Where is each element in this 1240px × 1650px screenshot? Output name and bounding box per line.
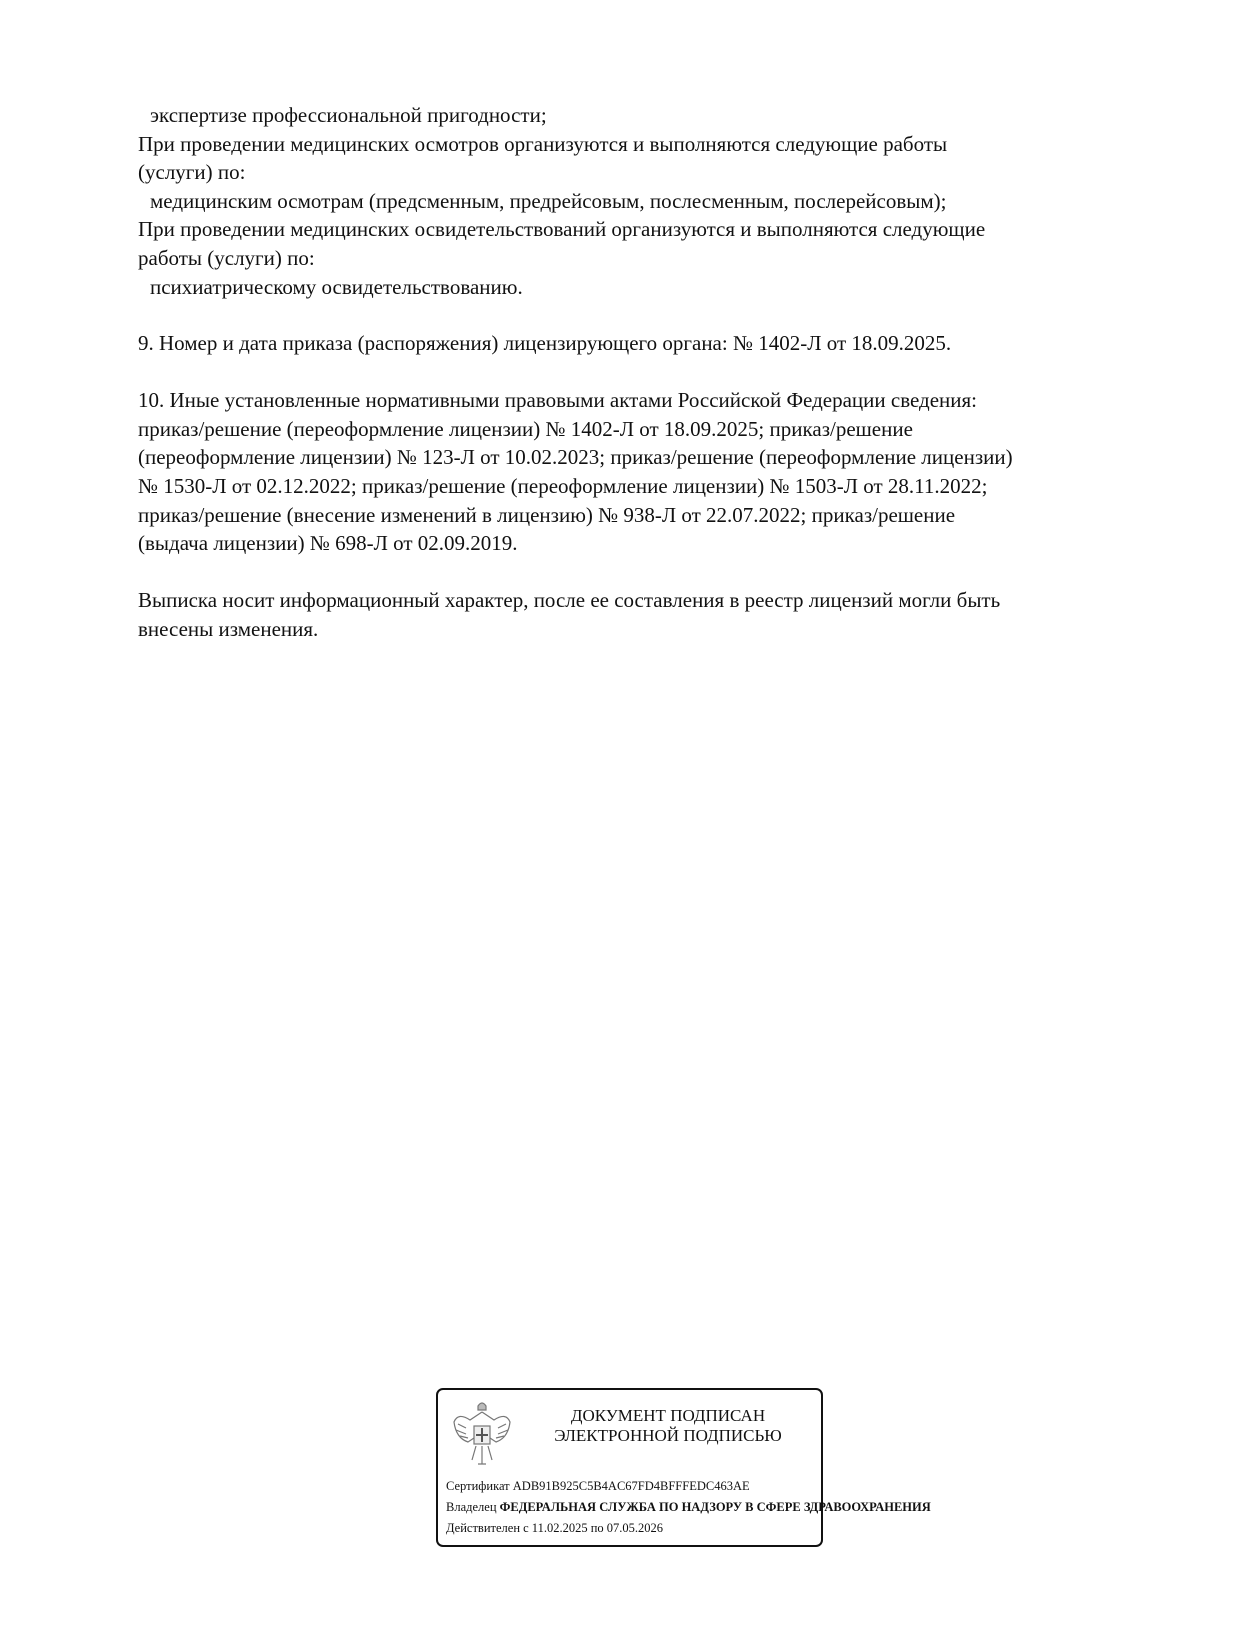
russian-coat-of-arms-icon	[450, 1398, 514, 1470]
text-line: работы (услуги) по:	[138, 246, 315, 270]
disclaimer: Выписка носит информационный характер, после ее составления в реестр лицензий могли быть	[138, 588, 1001, 612]
section-9: 9. Номер и дата приказа (распоряжения) лицензирующего органа: № 1402-Л от 18.09.2025.	[138, 331, 952, 355]
text-line: (услуги) по:	[138, 160, 246, 184]
certificate-label: Сертификат	[446, 1479, 510, 1493]
section-10: 10. Иные установленные нормативными правовыми актами Российской Федерации сведения:	[138, 388, 978, 412]
owner-row	[446, 1500, 931, 1515]
text-line: При проведении медицинских осмотров организуются и выполняются следующие работы	[138, 132, 948, 156]
text-line: (выдача лицензии) № 698-Л от 02.09.2019.	[138, 531, 518, 555]
owner-label: Владелец	[446, 1500, 497, 1514]
text-line: медицинским осмотрам (предсменным, предрейсовым, послесменным, послерейсовым);	[150, 189, 947, 213]
stamp-title: ДОКУМЕНТ ПОДПИСАН	[570, 1406, 766, 1425]
text-line: приказ/решение (внесение изменений в лицензию) № 938-Л от 22.07.2022; приказ/решение	[138, 503, 956, 527]
text-line: психиатрическому освидетельствованию.	[150, 275, 523, 299]
certificate-value: ADB91B925C5B4AC67FD4BFFFEDC463AE	[512, 1479, 750, 1493]
text-line: № 1530-Л от 02.12.2022; приказ/решение (переоформление лицензии) № 1503-Л от 28.11.2022;	[138, 474, 988, 498]
text-line: При проведении медицинских освидетельствований организуются и выполняются следующие	[138, 217, 986, 241]
text-line: приказ/решение (переоформление лицензии) № 1402-Л от 18.09.2025; приказ/решение	[138, 417, 913, 441]
stamp-title: ЭЛЕКТРОННОЙ ПОДПИСЬЮ	[554, 1426, 782, 1445]
owner-value: ФЕДЕРАЛЬНАЯ СЛУЖБА ПО НАДЗОРУ В СФЕРЕ ЗДРАВООХРАНЕНИЯ	[499, 1500, 931, 1514]
certificate-row	[446, 1479, 750, 1494]
validity-row: Действителен с 11.02.2025 по 07.05.2026	[446, 1521, 664, 1535]
text-line: внесены изменения.	[138, 617, 319, 641]
text-line: (переоформление лицензии) № 123-Л от 10.02.2023; приказ/решение (переоформление лицензии)	[138, 445, 1013, 469]
text-line: экспертизе профессиональной пригодности;	[150, 103, 547, 127]
electronic-signature-stamp	[436, 1388, 931, 1547]
